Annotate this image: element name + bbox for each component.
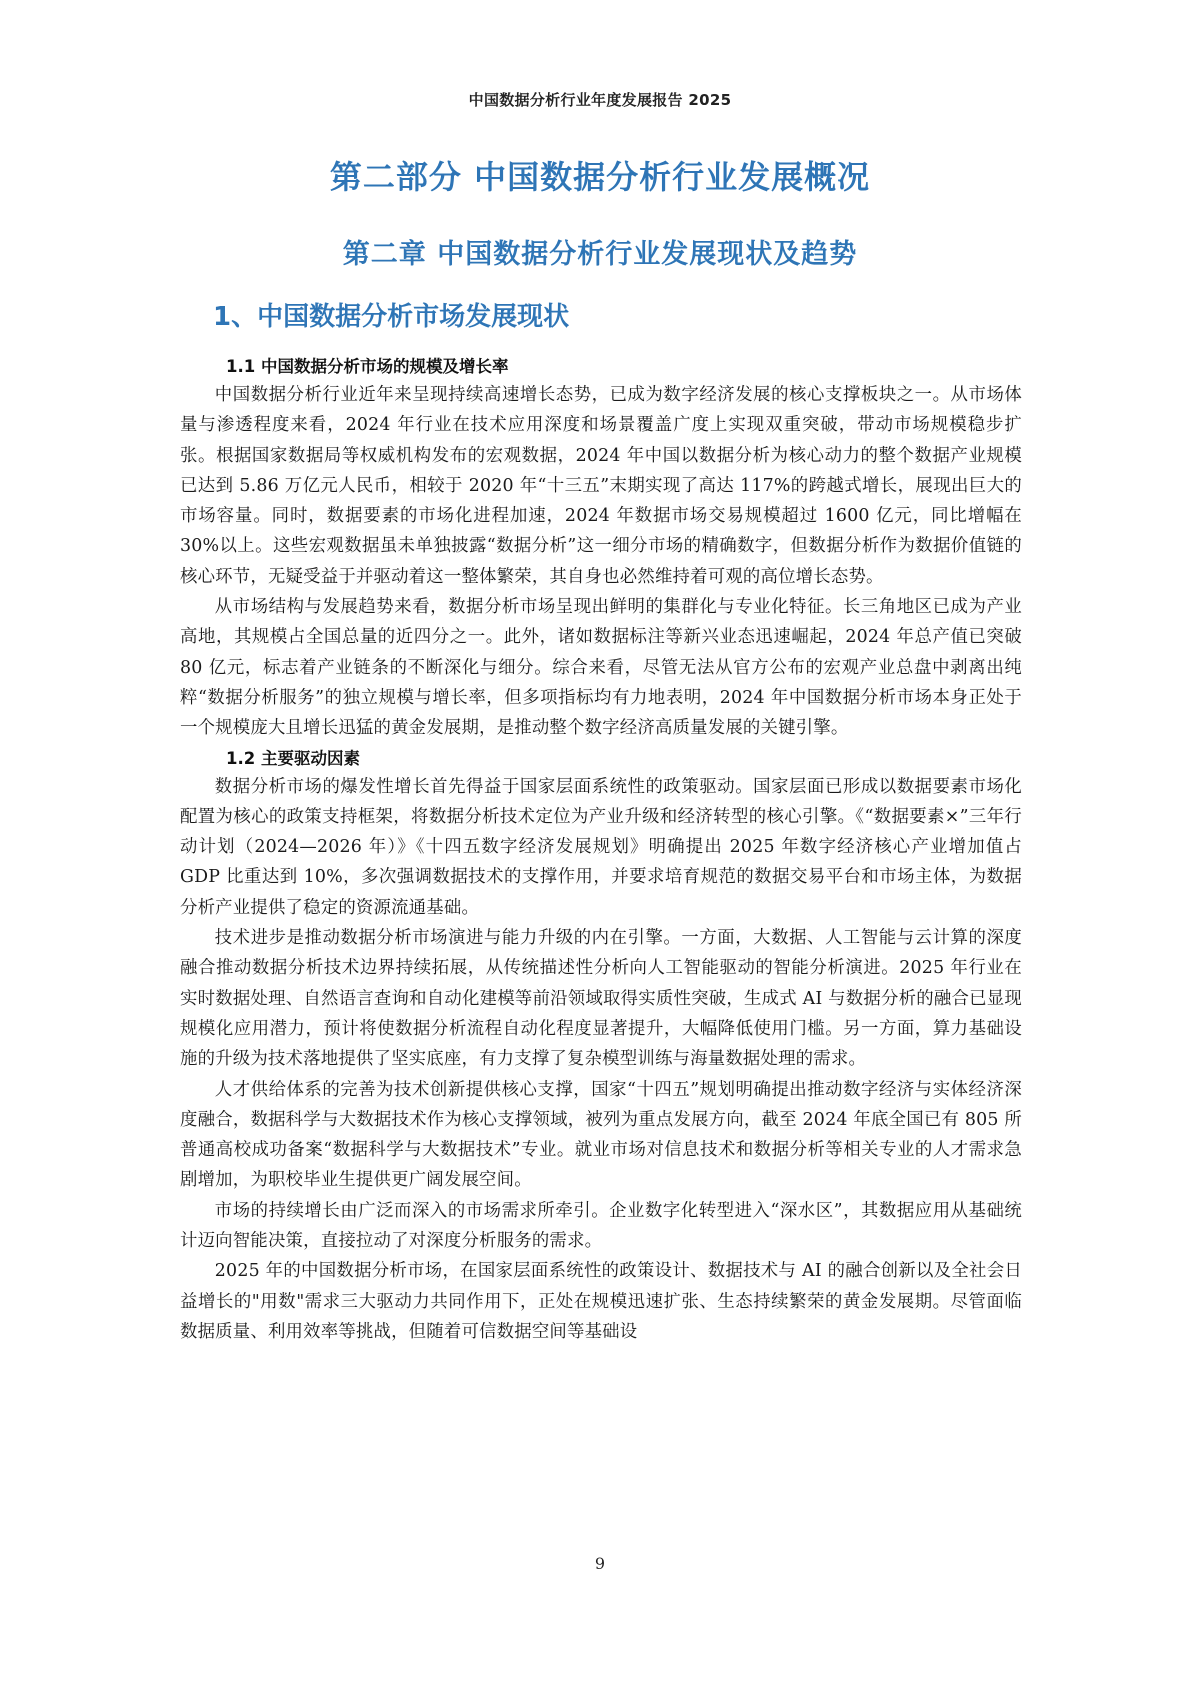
section-title: 1、中国数据分析市场发展现状 — [213, 302, 570, 332]
paragraph: 2025 年的中国数据分析市场，在国家层面系统性的政策设计、数据技术与 AI 的融合创新以及全社会日益增长的"用数"需求三大驱动力共同作用下，正处在规模迅速扩张、生态持续繁荣的黄金发展期。尽管面临数据质量、利用效率等挑战，但随着可信数据空间等基础设 — [180, 1261, 1022, 1342]
chapter-title: 第二章 中国数据分析行业发展现状及趋势 — [342, 239, 858, 270]
subsection-market-size — [180, 352, 1022, 744]
subsection-heading: 1.2 主要驱动因素 — [226, 748, 360, 768]
paragraph: 市场的持续增长由广泛而深入的市场需求所牵引。企业数字化转型进入“深水区”，其数据应用从基础统计迈向智能决策，直接拉动了对深度分析服务的需求。 — [180, 1200, 1022, 1252]
body-content — [180, 352, 1022, 1347]
paragraph: 从市场结构与发展趋势来看，数据分析市场呈现出鲜明的集群化与专业化特征。长三角地区已成为产业高地，其规模占全国总量的近四分之一。此外，诸如数据标注等新兴业态迅速崛起，2024 年总产值已突破 80 亿元，标志着产业链条的不断深化与细分。综合来看，尽管无法从官方公布的宏观产业总盘中剥离出纯粹“数据分析服务”的独立规模与增长率，但多项指标均有力地表明，2024 年中国数据分析市场本身正处于一个规模庞大且增长迅猛的黄金发展期，是推动整个数字经济高质量发展的关键引擎。 — [180, 597, 1022, 739]
subsection-heading: 1.1 中国数据分析市场的规模及增长率 — [226, 357, 509, 376]
paragraph: 数据分析市场的爆发性增长首先得益于国家层面系统性的政策驱动。国家层面已形成以数据要素市场化配置为核心的政策支持框架，将数据分析技术定位为产业升级和经济转型的核心引擎。《“数据要素×”三年行动计划（2024—2026 年）》《十四五数字经济发展规划》明确提出 2025 年数字经济核心产业增加值占 GDP 比重达到 10%，多次强调数据技术的支撑作用，并要求培育规范的数据交易平台和市场主体，为数据分析产业提供了稳定的资源流通基础。 — [180, 776, 1022, 918]
page-number: 9 — [594, 1554, 606, 1573]
paragraph: 人才供给体系的完善为技术创新提供核心支撑，国家“十四五”规划明确提出推动数字经济与实体经济深度融合，数据科学与大数据技术作为核心支撑领域，被列为重点发展方向，截至 2024 年底全国已有 805 所普通高校成功备案“数据科学与大数据技术”专业。就业市场对信息技术和数据分析等相关专业的人才需求急剧增加，为职校毕业生提供更广阔发展空间。 — [180, 1079, 1022, 1191]
subsection-drivers — [180, 744, 1022, 1348]
running-header: 中国数据分析行业年度发展报告 2025 — [468, 91, 732, 109]
part-title: 第二部分 中国数据分析行业发展概况 — [329, 158, 871, 196]
paragraph: 技术进步是推动数据分析市场演进与能力升级的内在引擎。一方面，大数据、人工智能与云计算的深度融合推动数据分析技术边界持续拓展，从传统描述性分析向人工智能驱动的智能分析演进。2025 年行业在实时数据处理、自然语言查询和自动化建模等前沿领域取得实质性突破，生成式 AI 与数据分析的融合已显现规模化应用潜力，预计将使数据分析流程自动化程度显著提升，大幅降低使用门槛。另一方面，算力基础设施的升级为技术落地提供了坚实底座，有力支撑了复杂模型训练与海量数据处理的需求。 — [180, 928, 1022, 1070]
paragraph: 中国数据分析行业近年来呈现持续高速增长态势，已成为数字经济发展的核心支撑板块之一。从市场体量与渗透程度来看，2024 年行业在技术应用深度和场景覆盖广度上实现双重突破，带动市场规模稳步扩张。根据国家数据局等权威机构发布的宏观数据，2024 年中国以数据分析为核心动力的整个数据产业规模已达到 5.86 万亿元人民币，相较于 2020 年“十三五”末期实现了高达 117%的跨越式增长，展现出巨大的市场容量。同时，数据要素的市场化进程加速，2024 年数据市场交易规模超过 1600 亿元，同比增幅在 30%以上。这些宏观数据虽未单独披露“数据分析”这一细分市场的精确数字，但数据分析作为数据价值链的核心环节，无疑受益于并驱动着这一整体繁荣，其自身也必然维持着可观的高位增长态势。 — [180, 385, 1022, 587]
